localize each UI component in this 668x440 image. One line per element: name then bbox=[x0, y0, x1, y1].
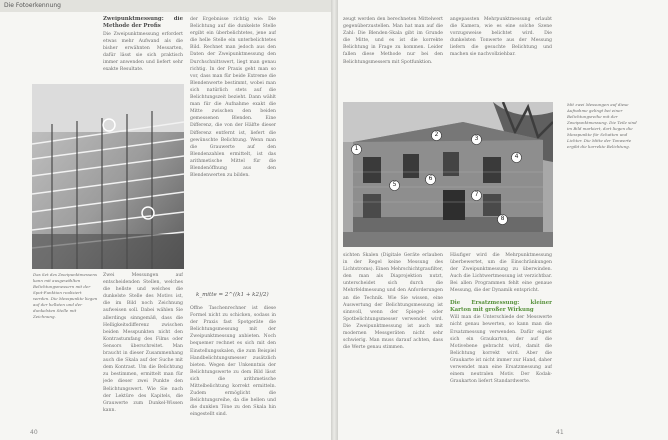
photo-marker-5 bbox=[389, 180, 400, 191]
photo-marker-3 bbox=[471, 134, 482, 145]
section-heading-zweipunktmessung: Zweipunktmessung: die Methode der Profis bbox=[103, 16, 183, 30]
measurement-point-marker-bright bbox=[102, 118, 116, 132]
photo-marker-2 bbox=[431, 130, 442, 141]
marker-7-label: 7 bbox=[474, 191, 479, 198]
marker-3-label: 3 bbox=[474, 135, 479, 142]
midpoint-formula: k_mitte = 2^((k1 + k2)/2) bbox=[196, 292, 269, 298]
marker-4-label: 4 bbox=[514, 153, 519, 160]
running-header: Die Fotoerkennung bbox=[4, 2, 61, 9]
left-page-column-2-top bbox=[190, 16, 276, 288]
left-col1-paragraph: Die Zweipunktmessung erfordert etwas mehr Aufwand als die bisher erwähnten Messarten, dafür lässt sie sich praktisch immer anwenden und liefert sehr exakte Resultate. bbox=[103, 31, 183, 73]
left-page-number: 40 bbox=[30, 429, 38, 436]
stone-house-photo bbox=[343, 102, 553, 247]
marker-6-label: 6 bbox=[428, 175, 433, 182]
stone-house-graphic bbox=[343, 102, 553, 247]
left-page-column-1-top bbox=[103, 16, 183, 86]
photo-marker-6 bbox=[425, 174, 436, 185]
right-page-column-2-top bbox=[450, 16, 552, 100]
photo-marker-8 bbox=[497, 214, 508, 225]
measurement-point-marker-dark bbox=[141, 206, 155, 220]
right-page-column-1-top bbox=[343, 16, 443, 96]
right-photo-caption: Mit zwei Messungen auf diese Aufnahme gelingt bei einer Belichtungsreihe mit der Zweipunktmessung. Die Teile sind im Bild markiert, dort liegen die Messpunkte für Schatten und Lichter. Die Mitte der Tonwerte ergibt die korrekte Belichtung. bbox=[567, 102, 637, 149]
left-photo-caption: Das Set des Zweipunktmessens kann mit ausgewählten Belichtungsmessern mit der Spot-Funktion realisiert werden. Die Messpunkte liegen auf der hellsten und der dunkelsten Stelle mit Zeichnung. bbox=[33, 272, 98, 319]
right-col2-paragraph: angepassten Mehrpunktmessung erlaubt die Kamera, wie es eine solche Szene vorzugsweise belichtet wird. Die dunkelsten Tonwerte aus der Messung liefern die gesuchte Belichtung und machen sie nachvollziehbar. bbox=[450, 17, 552, 58]
right-col2-bottom-paragraph: Häufiger wird die Mehrpunktmessung überbewertet, um die Einschränkungen der Zweipunktmessung zu überwinden. Auch die Lichtwertmessung ist verzichtbar. Bei allen Programmen fehlt eine genaue Messung, die der Dynamik entspricht. bbox=[450, 253, 552, 294]
left-col1-bottom-paragraph: Zwei Messungen auf entscheidenden Stellen, welches die hellste und welches die dunkelste Stelle des Motivs ist, die im Bild noch Zeichnung aufweisen soll. Dabei wählen Sie allerdings sinngemäß, dass die Helligkeitsdifferenz zwischen beiden Messpunkten nicht den Kontrastumfang des Films oder Sensors überschreitet. Man braucht in dieser Zusammenhang auch die Skala auf der Suche mit dem Kontrast. Um die Belichtung zu bestimmen, ermittelt man für jede dieser zwei Punkte den Belichtungswert. Wie Sie nach der Lektüre des Kapitels, die Grauwerte zum Dunkel-Wissen kann. bbox=[103, 273, 183, 413]
marker-5-label: 5 bbox=[392, 181, 397, 188]
ersatzmessung-heading: Die Ersatzmessung: kleiner Karton mit großer Wirkung bbox=[450, 299, 552, 313]
right-page-column-2-bottom bbox=[450, 252, 552, 424]
left-page-column-2-bottom bbox=[190, 305, 276, 425]
marker-8-label: 8 bbox=[500, 215, 505, 222]
marker-2-label: 2 bbox=[434, 131, 439, 138]
photo-marker-1 bbox=[351, 144, 362, 155]
book-gutter bbox=[331, 0, 338, 440]
right-page-number: 41 bbox=[556, 429, 564, 436]
right-col1-paragraph: zeugt werden den berechneten Mittelwert gegenüberzustellen. Man hat man auf die Zahl: Die Blenden-Skala gibt im Grunde die Mitte, und es ist die korrekte Belichtung in Frage zu kommen. Leider fallen diese Methode nur bei den Belichtungsmessern mit Spotfunktion. bbox=[343, 17, 443, 65]
marker-1-label: 1 bbox=[354, 145, 359, 152]
left-col2-bottom-paragraph: Öffne Taschenrechner ist diese Formel nicht zu schicken, sodass in der Praxis fast Spotgeräte die Belichtungsmessung mit der Zweipunktmessung anbieten. Noch bequemer rechnet es sich mit den Einstellungsskalen, die zum Beispiel Handbelichtungsmesser zusätzlich bieten. Wegen der Unkenntnis der Belichtungswerte zu dem Bild lässt sich die arithmetische Mittelbelichtung korrekt ermitteln. Zudem ermöglicht die Belichtungsreihe, da die hellen und die dunklen Töne zu den Skala hin eingestellt sind. bbox=[190, 306, 276, 418]
staircase-photo-graphic bbox=[32, 84, 184, 269]
left-page-column-1-bottom bbox=[103, 272, 183, 424]
right-col2-green-paragraph: Will man die Unterschiede der Messwerte nicht genau bewerten, so kann man die Ersatzmessung verwenden. Dafür eignet sich ein Graukarton, der auf die Motivebene gebracht wird, damit die Belichtung korrekt wird. Aber die Graukarte ist nicht immer zur Hand, daher verwendet man eine Ersatzmessung auf einem neutralen Motiv. Der Kodak-Graukarton liefert Standardwerte. bbox=[450, 315, 552, 385]
metal-staircase-photo bbox=[32, 84, 184, 269]
left-col2-paragraph: der Ergebnisse richtig wie: Die Belichtung auf die dunkelste Stelle ergibt ein überbelichtetes, jene auf die helle Stelle ein unterbelichtetes Bild. Rechnet man jedoch aus den Daten der Zweipunktmessung den Durchschnittswert, liegt man genau richtig. In der Praxis geht man so vor, dass man für beide Extreme die Blendenwerte bestimmt, wobei man sich natürlich stets auf die Belichtungszeit bezieht. Dann wählt man für die Aufnahme exakt die Mitte zwischen den beiden gemessenen Blenden. Eine Differenz, die von der Hälfte dieser Differenz entfernt ist, liefert die gewünschte Belichtung. Wenn man die Grauwerte auf den Blendenzahlen ermittelt, ist das arithmetische Mittel für die Blendenöffnung aus den Blendenwerten zu bilden. bbox=[190, 17, 276, 179]
right-page-column-1-bottom bbox=[343, 252, 443, 424]
right-col1-bottom-paragraph: sichten Skalen (Digitale Geräte erlauben in der Regel keine Messung des Lichtstroms). Einen Mehrschichtgraufilter, den man als Diaprojektion nutzt, unterscheidet sich durch die Mehrfeldmessung und den Anforderungen an die Technik. Wie Sie wissen, eine Auswertung der Belichtungsmessung ist sinnvoll, wenn der Spiegel- oder Spotbelichtungsmesser verwendet wird. Die Zweipunktmessung ist auch mit modernen Messgeräten nicht sehr schwierig. Man muss darauf achten, dass die Werte genau stimmen. bbox=[343, 253, 443, 351]
photo-marker-7 bbox=[471, 190, 482, 201]
photo-marker-4 bbox=[511, 152, 522, 163]
